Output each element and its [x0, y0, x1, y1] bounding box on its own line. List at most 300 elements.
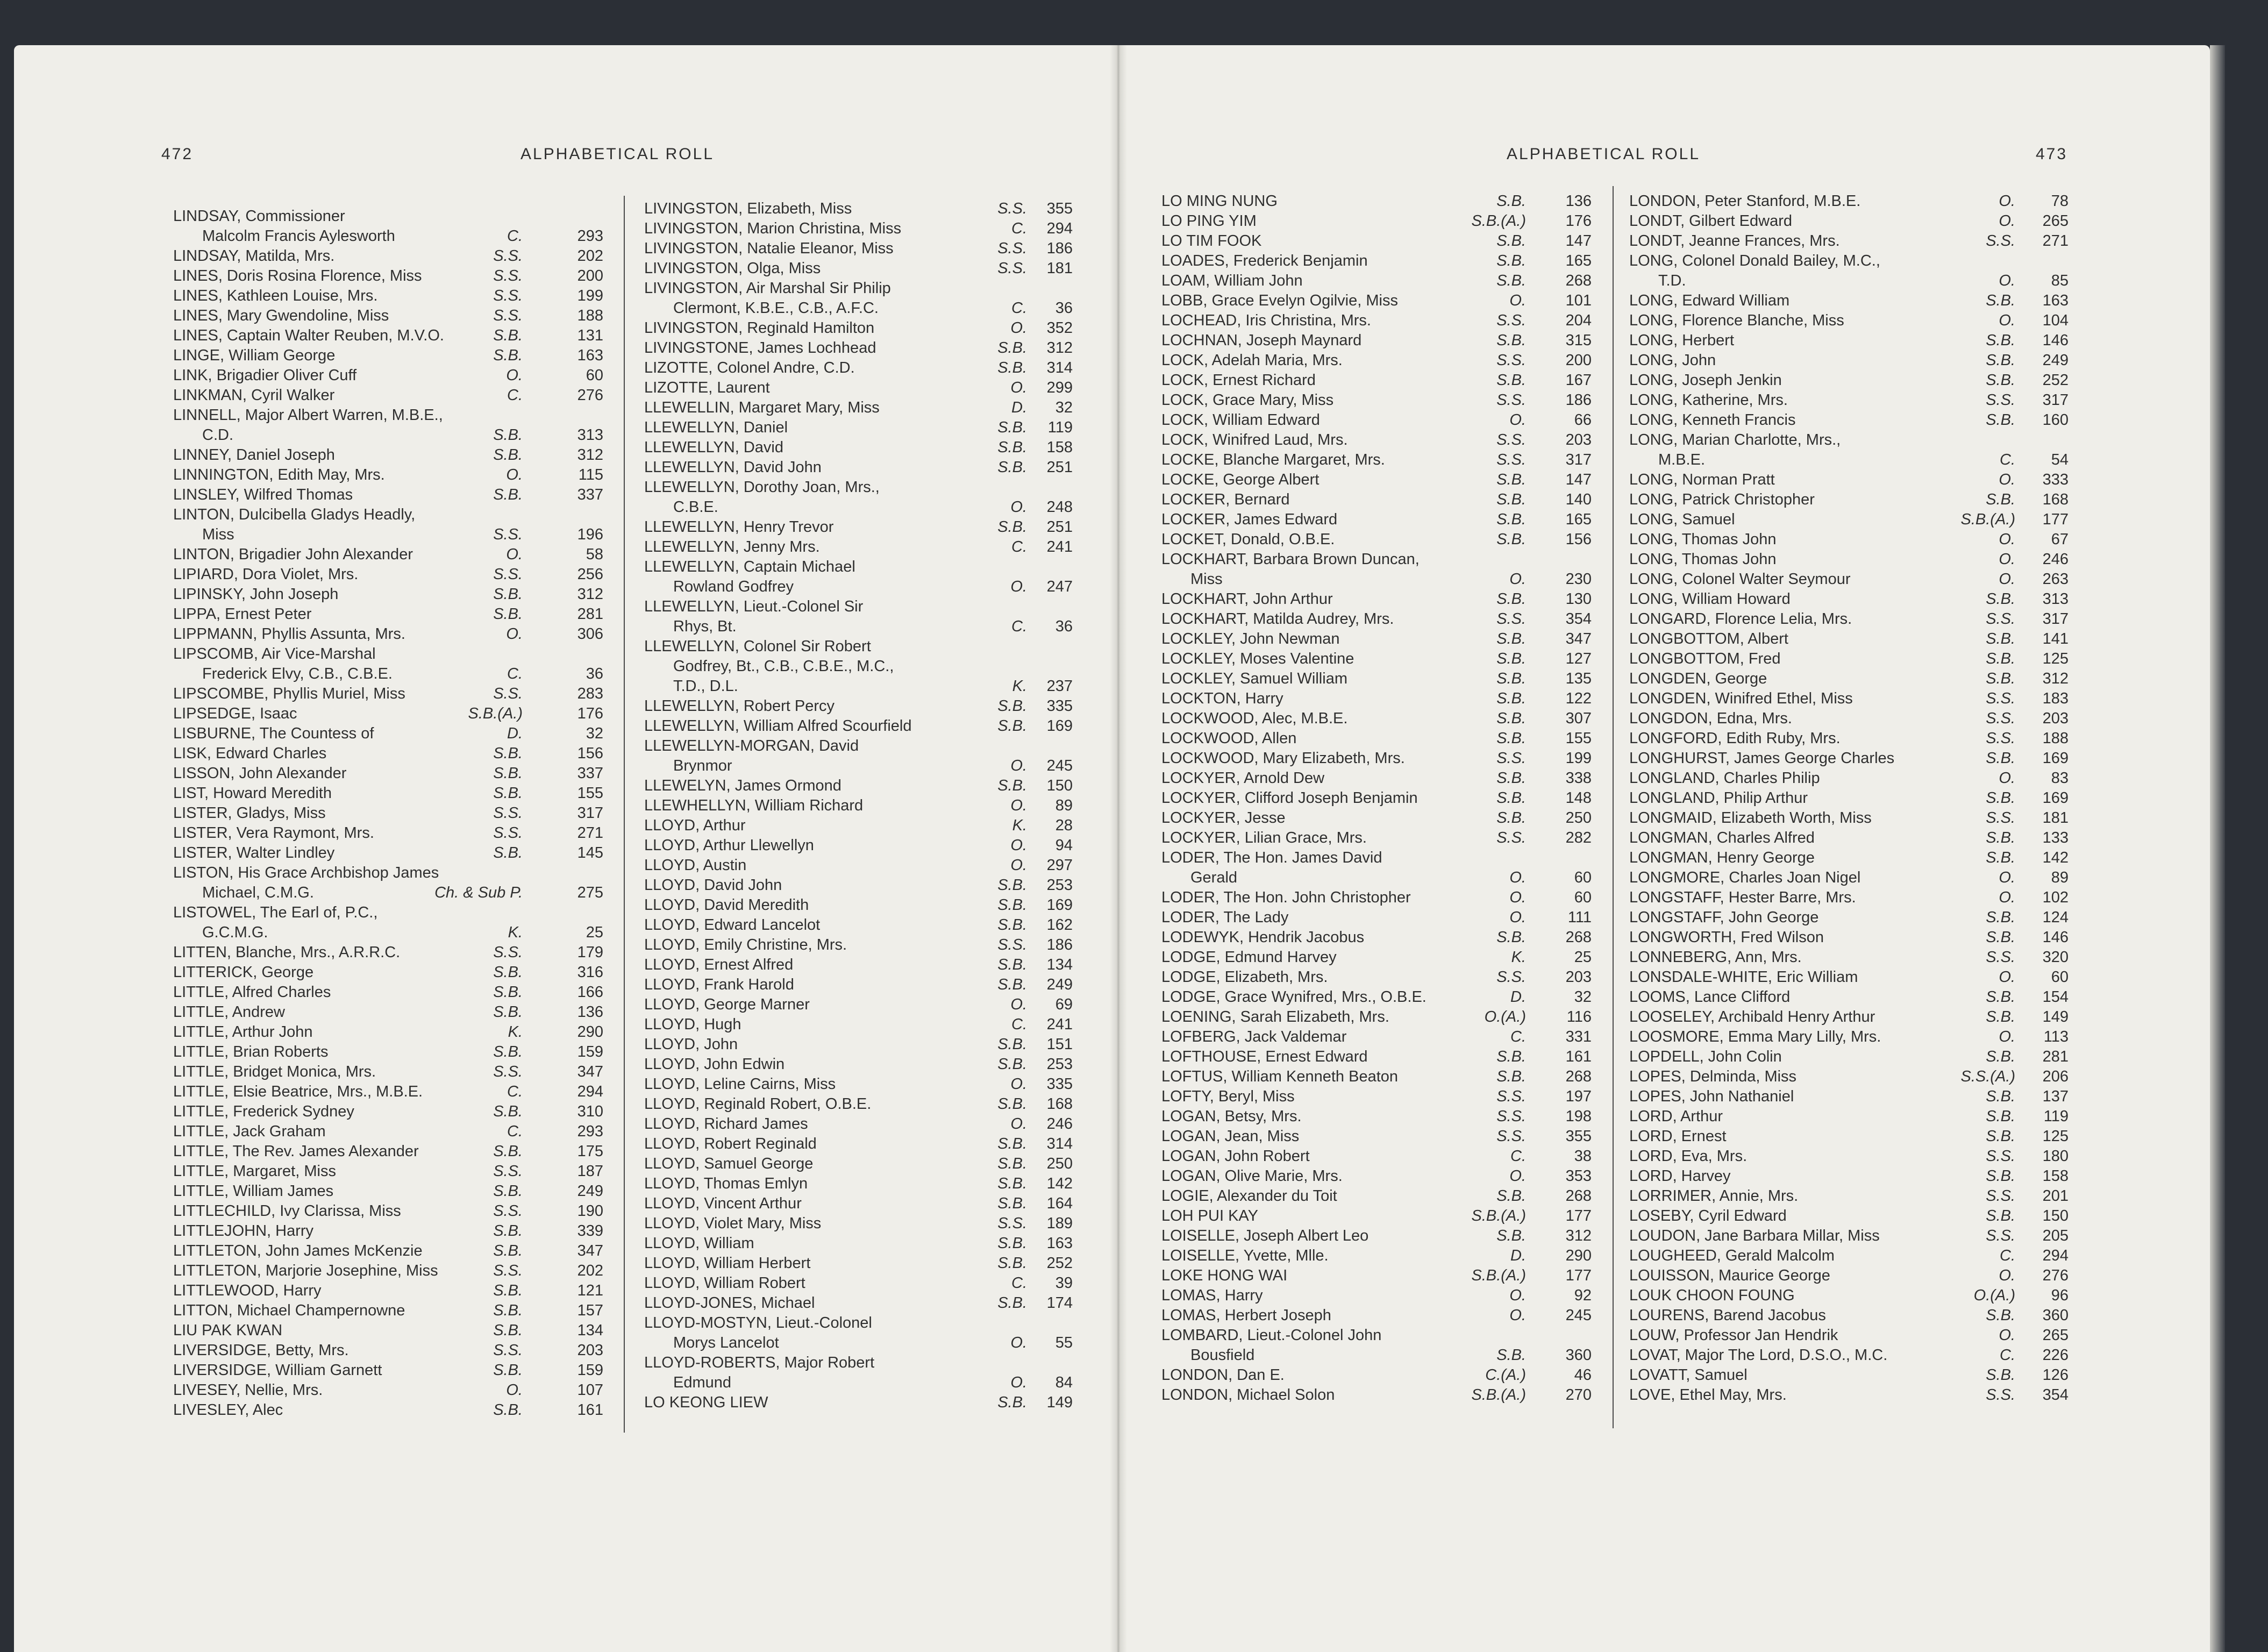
entry-code: S.B. [997, 439, 1027, 456]
entry-name: LITTLE, Andrew [173, 1003, 285, 1021]
entry-code: S.B.(A.) [1960, 511, 2015, 528]
entry-name: LIVINGSTONE, James Lochhead [644, 339, 876, 357]
roll-entry [644, 497, 1073, 517]
entry-code: S.B. [1496, 1227, 1526, 1244]
entry-page: 206 [2042, 1068, 2069, 1085]
entry-code: S.B. [493, 984, 523, 1001]
roll-entry [1629, 490, 2069, 510]
entry-code: S.B.(A.) [1471, 1207, 1526, 1224]
roll-entry [644, 1015, 1073, 1035]
entry-page: 133 [2042, 829, 2069, 846]
entry-page: 174 [1046, 1294, 1073, 1312]
entry-name: LOCKYER, Lilian Grace, Mrs. [1161, 829, 1367, 846]
roll-entry [1161, 1186, 1592, 1206]
entry-name: LOCKHART, Barbara Brown Duncan, [1161, 551, 1420, 568]
entry-page: 155 [577, 785, 603, 802]
entry-code: S.B. [1986, 411, 2015, 429]
entry-name: LLEWELLYN-MORGAN, David [644, 737, 859, 754]
entry-code: K. [1511, 949, 1526, 966]
entry-code: S.B. [997, 896, 1027, 914]
entry-name: LOBB, Grace Evelyn Ogilvie, Miss [1161, 292, 1398, 309]
entry-page: 281 [2042, 1048, 2069, 1065]
entry-code: S.B. [997, 1235, 1027, 1252]
entry-page: 249 [1046, 976, 1073, 993]
entry-page: 60 [1574, 889, 1592, 906]
roll-entry [644, 1373, 1073, 1393]
entry-name: LLEWELLYN, William Alfred Scourfield [644, 717, 912, 735]
roll-entry [1161, 1246, 1592, 1266]
roll-entry [1161, 1067, 1592, 1087]
entry-code: S.B. [493, 1003, 523, 1021]
entry-name: LOGAN, Olive Marie, Mrs. [1161, 1167, 1343, 1185]
entry-name: LOURENS, Barend Jacobus [1629, 1307, 1826, 1324]
entry-code: S.B. [1496, 670, 1526, 687]
entry-page: 189 [1046, 1215, 1073, 1232]
entry-code: S.B. [493, 486, 523, 503]
entry-page: 230 [1565, 571, 1592, 588]
entry-page: 352 [1046, 319, 1073, 337]
roll-entry [1161, 410, 1592, 430]
entry-code: S.B. [1496, 491, 1526, 508]
entry-page: 317 [1565, 451, 1592, 468]
roll-entry [644, 935, 1073, 955]
entry-name: LINTON, Brigadier John Alexander [173, 546, 413, 563]
entry-code: O. [1010, 1076, 1027, 1093]
entry-name: LIPSCOMB, Air Vice-Marshal [173, 645, 376, 663]
entry-name: LITTLE, Frederick Sydney [173, 1103, 354, 1120]
entry-page: 124 [2042, 909, 2069, 926]
entry-code: S.B. [493, 327, 523, 344]
entry-name: LIST, Howard Meredith [173, 785, 332, 802]
roll-entry [644, 537, 1073, 557]
entry-code: S.B. [997, 777, 1027, 794]
entry-page: 119 [1047, 419, 1073, 436]
entry-code: S.S. [1986, 730, 2015, 747]
entry-code: S.B. [493, 446, 523, 464]
entry-page: 169 [1046, 717, 1073, 735]
entry-code: S.B. [997, 1155, 1027, 1172]
roll-entry [1161, 729, 1592, 749]
entry-page: 256 [577, 566, 603, 583]
entry-page: 161 [577, 1401, 603, 1419]
roll-entry [644, 557, 1073, 577]
entry-page: 245 [1046, 757, 1073, 774]
entry-code: O. [1999, 1327, 2015, 1344]
roll-entry [173, 1042, 603, 1062]
roll-entry [173, 843, 603, 863]
entry-name: LLOYD, Frank Harold [644, 976, 794, 993]
entry-name: LISBURNE, The Countess of [173, 725, 374, 742]
roll-entry [1629, 1345, 2069, 1365]
entry-code: S.S. [1496, 1108, 1526, 1125]
entry-page: 147 [1565, 232, 1592, 250]
entry-page: 158 [2042, 1167, 2069, 1185]
entry-code: S.B. [997, 1135, 1027, 1152]
entry-page: 137 [2042, 1088, 2069, 1105]
entry-name: LONG, Kenneth Francis [1629, 411, 1796, 429]
entry-name: LOVE, Ethel May, Mrs. [1629, 1386, 1787, 1404]
entry-name: LLOYD, Austin [644, 857, 747, 874]
entry-page: 290 [1565, 1247, 1592, 1264]
entry-code: O. [1010, 757, 1027, 774]
entry-code: S.B. [997, 518, 1027, 536]
entry-page: 293 [577, 1123, 603, 1140]
entry-name: LLOYD, Reginald Robert, O.B.E. [644, 1095, 872, 1113]
entry-code: S.B. [1986, 1366, 2015, 1384]
entry-code: S.B. [997, 339, 1027, 357]
entry-name: LONDON, Dan E. [1161, 1366, 1285, 1384]
entry-name: G.C.M.G. [202, 924, 268, 941]
entry-name: LLOYD, Arthur [644, 817, 746, 834]
roll-entry [1161, 1266, 1592, 1286]
entry-name: LONGDEN, George [1629, 670, 1767, 687]
entry-page: 36 [1055, 300, 1073, 317]
entry-page: 315 [1565, 332, 1592, 349]
entry-code: S.B. [1986, 352, 2015, 369]
roll-entry [644, 1273, 1073, 1293]
entry-name: Brynmor [673, 757, 732, 774]
roll-entry [1161, 609, 1592, 629]
entry-name: LOPES, John Nathaniel [1629, 1088, 1794, 1105]
roll-entry [173, 206, 603, 226]
entry-name: LOUW, Professor Jan Hendrik [1629, 1327, 1838, 1344]
entry-name: LOAM, William John [1161, 272, 1303, 289]
roll-entry [644, 1094, 1073, 1114]
roll-entry [1629, 1246, 2069, 1266]
roll-entry [1161, 967, 1592, 987]
entry-page: 268 [1565, 1068, 1592, 1085]
entry-name: LIPINSKY, John Joseph [173, 586, 339, 603]
roll-entry [1629, 629, 2069, 649]
entry-page: 150 [2042, 1207, 2069, 1224]
roll-entry [644, 895, 1073, 915]
entry-code: S.B. [1986, 1128, 2015, 1145]
roll-entry [644, 776, 1073, 796]
roll-entry [1629, 331, 2069, 351]
entry-page: 101 [1565, 292, 1592, 309]
entry-name: LOFBERG, Jack Valdemar [1161, 1028, 1347, 1045]
entry-code: S.B. [493, 1043, 523, 1060]
entry-code: K. [1012, 678, 1027, 695]
entry-name: LLOYD, William [644, 1235, 754, 1252]
entry-page: 135 [1565, 670, 1592, 687]
entry-page: 360 [1565, 1347, 1592, 1364]
entry-code: S.B. [493, 765, 523, 782]
entry-page: 307 [1565, 710, 1592, 727]
entry-name: LONGWORTH, Fred Wilson [1629, 929, 1824, 946]
entry-code: S.B. [1986, 650, 2015, 667]
roll-entry [173, 465, 603, 485]
roll-entry [1161, 390, 1592, 410]
roll-entry [173, 1361, 603, 1380]
entry-code: S.B. [1986, 789, 2015, 807]
roll-entry [1161, 1147, 1592, 1166]
entry-code: S.S. [1496, 451, 1526, 468]
entry-page: 181 [2042, 809, 2069, 827]
roll-entry [1161, 868, 1592, 888]
entry-code: O. [1010, 797, 1027, 814]
roll-entry [1629, 967, 2069, 987]
entry-code: O. [1010, 996, 1027, 1013]
entry-page: 198 [1565, 1108, 1592, 1125]
entry-code: S.S. [1986, 391, 2015, 409]
entry-page: 271 [2042, 232, 2069, 250]
entry-code: O. [1010, 578, 1027, 595]
entry-name: LLOYD-JONES, Michael [644, 1294, 815, 1312]
entry-name: LOH PUI KAY [1161, 1207, 1258, 1224]
entry-name: LONGMORE, Charles Joan Nigel [1629, 869, 1861, 886]
entry-name: LLOYD, Robert Reginald [644, 1135, 817, 1152]
roll-entry [173, 346, 603, 366]
entry-page: 275 [577, 884, 603, 901]
roll-entry [1161, 908, 1592, 928]
entry-name: T.D. [1658, 272, 1686, 289]
roll-entry [1161, 589, 1592, 609]
roll-entry [1629, 888, 2069, 908]
entry-name: LONGFORD, Edith Ruby, Mrs. [1629, 730, 1841, 747]
entry-name: LLEWELLYN, Jenny Mrs. [644, 538, 820, 556]
roll-entry [1629, 1206, 2069, 1226]
entry-page: 317 [2042, 391, 2069, 409]
entry-name: LOMBARD, Lieut.-Colonel John [1161, 1327, 1382, 1344]
entry-name: LIPPMANN, Phyllis Assunta, Mrs. [173, 625, 405, 643]
entry-name: LONGMAN, Charles Alfred [1629, 829, 1815, 846]
roll-entry [173, 982, 603, 1002]
page-edge-shadow [2210, 45, 2225, 1652]
entry-code: S.S. [493, 247, 523, 265]
roll-entry [1161, 311, 1592, 331]
left-page-header: ALPHABETICAL ROLL [520, 145, 715, 163]
entry-page: 270 [1565, 1386, 1592, 1404]
entry-name: M.B.E. [1658, 451, 1706, 468]
entry-name: LINES, Captain Walter Reuben, M.V.O. [173, 327, 444, 344]
entry-code: S.B. [1496, 193, 1526, 210]
entry-name: LONG, Florence Blanche, Miss [1629, 312, 1844, 329]
roll-entry [644, 836, 1073, 856]
roll-entry [644, 378, 1073, 398]
roll-entry [1629, 231, 2069, 251]
entry-code: O. [1509, 1287, 1526, 1304]
entry-name: LOGAN, John Robert [1161, 1148, 1310, 1165]
entry-code: S.B. [1986, 988, 2015, 1006]
entry-code: S.S. [493, 824, 523, 842]
entry-page: 252 [2042, 372, 2069, 389]
entry-page: 246 [2042, 551, 2069, 568]
entry-page: 32 [1055, 399, 1073, 416]
entry-code: O. [1010, 1115, 1027, 1133]
roll-entry [1629, 1166, 2069, 1186]
entry-code: S.B. [1496, 590, 1526, 608]
roll-entry [644, 398, 1073, 418]
entry-code: K. [1012, 817, 1027, 834]
entry-page: 177 [1565, 1207, 1592, 1224]
roll-entry [1161, 371, 1592, 390]
roll-entry [1161, 251, 1592, 271]
roll-entry [1629, 430, 2069, 450]
roll-entry [1161, 569, 1592, 589]
roll-entry [1161, 928, 1592, 948]
entry-name: LONG, Herbert [1629, 332, 1734, 349]
entry-page: 149 [1046, 1394, 1073, 1411]
roll-entry [173, 764, 603, 784]
roll-entry [1161, 430, 1592, 450]
entry-name: LORD, Arthur [1629, 1108, 1723, 1125]
roll-entry [173, 803, 603, 823]
roll-entry [644, 338, 1073, 358]
entry-page: 316 [577, 964, 603, 981]
entry-name: LOPDELL, John Colin [1629, 1048, 1782, 1065]
entry-page: 148 [1565, 789, 1592, 807]
entry-name: LLEWELLYN, Lieut.-Colonel Sir [644, 598, 864, 615]
entry-code: S.S. [493, 307, 523, 324]
entry-code: S.S. [997, 260, 1027, 277]
roll-entry [1629, 788, 2069, 808]
entry-code: S.B. [493, 1103, 523, 1120]
roll-entry [1629, 1027, 2069, 1047]
entry-name: LLEWELLYN, David [644, 439, 783, 456]
entry-name: LOUISSON, Maurice George [1629, 1267, 1830, 1284]
entry-code: S.B. [1986, 929, 2015, 946]
roll-entry [644, 517, 1073, 537]
roll-entry [173, 525, 603, 545]
entry-name: LLEWELLYN, Robert Percy [644, 697, 835, 715]
roll-entry [644, 358, 1073, 378]
entry-name: LISSON, John Alexander [173, 765, 347, 782]
entry-page: 116 [1566, 1008, 1592, 1026]
entry-name: LLOYD, Hugh [644, 1016, 741, 1033]
roll-entry [1629, 1087, 2069, 1107]
entry-page: 131 [577, 327, 603, 344]
entry-name: LONDON, Peter Stanford, M.B.E. [1629, 193, 1861, 210]
entry-name: LITTLEWOOD, Harry [173, 1282, 322, 1299]
entry-page: 203 [577, 1342, 603, 1359]
entry-code: S.B. [1496, 332, 1526, 349]
roll-entry [173, 366, 603, 386]
roll-entry [644, 577, 1073, 597]
entry-code: S.B. [1986, 630, 2015, 647]
entry-code: O. [1010, 837, 1027, 854]
roll-entry [644, 279, 1073, 298]
entry-code: O. [1999, 889, 2015, 906]
left-column-divider [624, 196, 625, 1433]
entry-name: LIPPA, Ernest Peter [173, 606, 312, 623]
entry-name: LOCHEAD, Iris Christina, Mrs. [1161, 312, 1371, 329]
roll-entry [173, 903, 603, 923]
right-page-header: ALPHABETICAL ROLL [1507, 145, 1701, 163]
entry-page: 331 [1565, 1028, 1592, 1045]
entry-code: S.B. [1496, 272, 1526, 289]
left-page-number: 472 [161, 145, 194, 163]
entry-name: LINES, Kathleen Louise, Mrs. [173, 287, 378, 304]
entry-page: 250 [1046, 1155, 1073, 1172]
entry-name: LONDON, Michael Solon [1161, 1386, 1335, 1404]
entry-page: 354 [1565, 610, 1592, 628]
entry-page: 293 [577, 227, 603, 245]
roll-entry [1629, 1186, 2069, 1206]
roll-entry [1161, 1385, 1592, 1405]
entry-name: LIU PAK KWAN [173, 1322, 283, 1339]
roll-entry [173, 445, 603, 465]
entry-page: 60 [2051, 969, 2069, 986]
entry-page: 166 [577, 984, 603, 1001]
entry-page: 115 [578, 466, 603, 483]
entry-name: LODER, The Lady [1161, 909, 1289, 926]
entry-page: 347 [577, 1242, 603, 1259]
roll-entry [173, 1241, 603, 1261]
entry-code: S.B. [493, 745, 523, 762]
entry-page: 333 [2042, 471, 2069, 488]
roll-entry [1629, 928, 2069, 948]
entry-name: LOCKYER, Jesse [1161, 809, 1286, 827]
entry-code: O. [1999, 1267, 2015, 1284]
entry-page: 290 [577, 1023, 603, 1041]
entry-page: 177 [2042, 511, 2069, 528]
entry-code: S.B. [1986, 1088, 2015, 1105]
roll-entry [644, 438, 1073, 458]
entry-page: 154 [2042, 988, 2069, 1006]
entry-name: LLEWELLYN, Captain Michael [644, 558, 855, 575]
entry-code: O. [1010, 319, 1027, 337]
entry-name: LITTLE, Margaret, Miss [173, 1163, 336, 1180]
entry-page: 245 [1565, 1307, 1592, 1324]
entry-code: C. [1011, 300, 1027, 317]
entry-page: 263 [2042, 571, 2069, 588]
entry-page: 187 [577, 1163, 603, 1180]
entry-name: LONGMAN, Henry George [1629, 849, 1815, 866]
entry-page: 142 [2042, 849, 2069, 866]
entry-code: O. [1509, 292, 1526, 309]
entry-name: LONGLAND, Philip Arthur [1629, 789, 1808, 807]
entry-page: 276 [2042, 1267, 2069, 1284]
entry-name: LOCKWOOD, Mary Elizabeth, Mrs. [1161, 750, 1405, 767]
roll-entry [1629, 609, 2069, 629]
roll-entry [1629, 1385, 2069, 1405]
entry-code: O. [1010, 1374, 1027, 1391]
entry-code: S.S. [1496, 969, 1526, 986]
entry-name: T.D., D.L. [673, 678, 738, 695]
entry-name: LIZOTTE, Colonel Andre, C.D. [644, 359, 855, 376]
entry-page: 283 [577, 685, 603, 702]
entry-page: 200 [1565, 352, 1592, 369]
roll-entry [1629, 1266, 2069, 1286]
roll-entry [644, 1154, 1073, 1174]
entry-page: 177 [1565, 1267, 1592, 1284]
roll-entry [644, 617, 1073, 637]
roll-entry [644, 1254, 1073, 1273]
entry-page: 282 [1565, 829, 1592, 846]
entry-page: 36 [586, 665, 603, 682]
roll-entry [644, 418, 1073, 438]
roll-entry [173, 823, 603, 843]
roll-entry [644, 637, 1073, 657]
entry-name: LOCKYER, Arnold Dew [1161, 770, 1325, 787]
entry-code: D. [1011, 399, 1027, 416]
roll-entry [644, 199, 1073, 219]
roll-entry [1629, 729, 2069, 749]
entry-page: 60 [586, 367, 603, 384]
roll-entry [644, 796, 1073, 816]
entry-page: 199 [1565, 750, 1592, 767]
entry-code: S.B. [1496, 1048, 1526, 1065]
roll-entry [173, 943, 603, 963]
entry-page: 175 [577, 1143, 603, 1160]
entry-page: 25 [586, 924, 603, 941]
roll-entry [173, 1062, 603, 1082]
roll-entry [173, 1181, 603, 1201]
entry-name: LO KEONG LIEW [644, 1394, 768, 1411]
entry-name: LODER, The Hon. John Christopher [1161, 889, 1411, 906]
entry-code: S.S. [1496, 431, 1526, 448]
